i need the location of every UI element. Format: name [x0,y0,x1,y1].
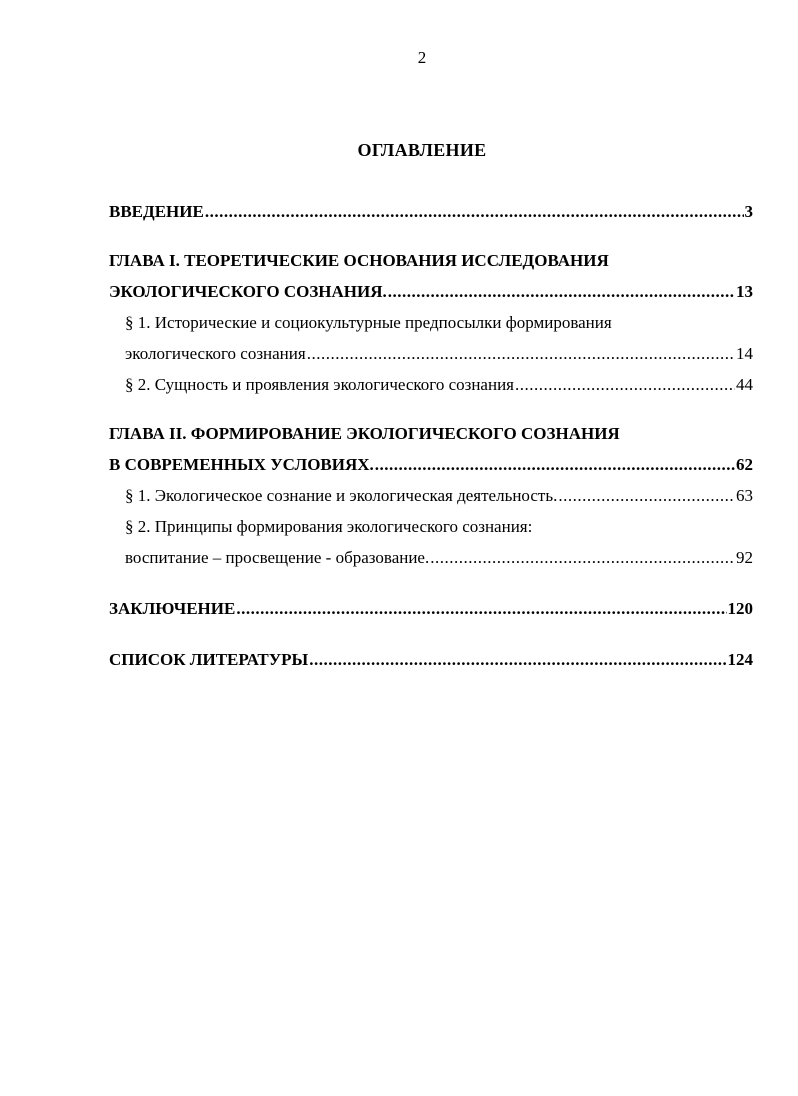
toc-entry-page: 14 [736,344,753,363]
page-number: 2 [417,48,427,67]
dot-leader [558,480,735,511]
dot-leader [307,338,735,369]
toc-chapter2-title[interactable] [109,418,753,449]
toc-chapter2-title-cont[interactable] [109,449,753,480]
toc-entry-label: § 2. Сущность и проявления экологического сознания [125,375,514,394]
toc-chapter2-section2-cont[interactable] [109,542,753,573]
toc-entry-page: 62 [736,455,753,474]
toc-entry-label: ГЛАВА II. ФОРМИРОВАНИЕ ЭКОЛОГИЧЕСКОГО СОЗНАНИЯ [109,424,620,443]
toc-entry-label: ГЛАВА I. ТЕОРЕТИЧЕСКИЕ ОСНОВАНИЯ ИССЛЕДОВАНИЯ [109,251,609,270]
toc-chapter2-section1[interactable] [109,480,753,511]
toc-entry-label: § 2. Принципы формирования экологического сознания: [125,517,533,536]
toc-chapter1-title[interactable] [109,245,753,276]
toc-chapter1-section1[interactable] [109,307,753,338]
dot-leader [430,542,735,573]
toc-chapter2-section2[interactable] [109,511,753,542]
toc-entry-intro[interactable] [109,196,753,227]
toc-entry-page: 44 [736,375,753,394]
toc-entry-label: воспитание – просвещение - образование. [125,548,430,567]
toc-entry-label: экологического сознания [125,344,306,363]
toc-chapter1-section1-cont[interactable] [109,338,753,369]
toc-entry-label: § 1. Экологическое сознание и экологическая деятельность. [125,486,558,505]
toc-entry-label: § 1. Исторические и социокультурные предпосылки формирования [125,313,612,332]
toc-entry-page: 13 [736,282,753,301]
toc-entry-page: 63 [736,486,753,505]
toc-entry-label: ЭКОЛОГИЧЕСКОГО СОЗНАНИЯ. [109,282,387,301]
toc-chapter1-title-cont[interactable] [109,276,753,307]
table-of-contents [109,196,753,675]
dot-leader [515,369,735,400]
dot-leader [388,276,735,307]
toc-entry-bibliography[interactable] [109,644,753,675]
toc-entry-page: 3 [744,202,753,221]
toc-entry-conclusion[interactable] [109,593,753,624]
toc-entry-page: 92 [736,548,753,567]
toc-entry-label: СПИСОК ЛИТЕРАТУРЫ [109,650,309,669]
toc-entry-label: ЗАКЛЮЧЕНИЕ [109,599,236,618]
dot-leader [309,644,726,675]
dot-leader [205,196,744,227]
toc-entry-page: 120 [727,599,753,618]
dot-leader [375,449,735,480]
toc-title: ОГЛАВЛЕНИЕ [357,140,487,160]
dot-leader [236,593,726,624]
toc-entry-page: 124 [727,650,753,669]
toc-chapter1-section2[interactable] [109,369,753,400]
toc-entry-label: В СОВРЕМЕННЫХ УСЛОВИЯХ. [109,455,374,474]
toc-entry-label: ВВЕДЕНИЕ [109,202,204,221]
